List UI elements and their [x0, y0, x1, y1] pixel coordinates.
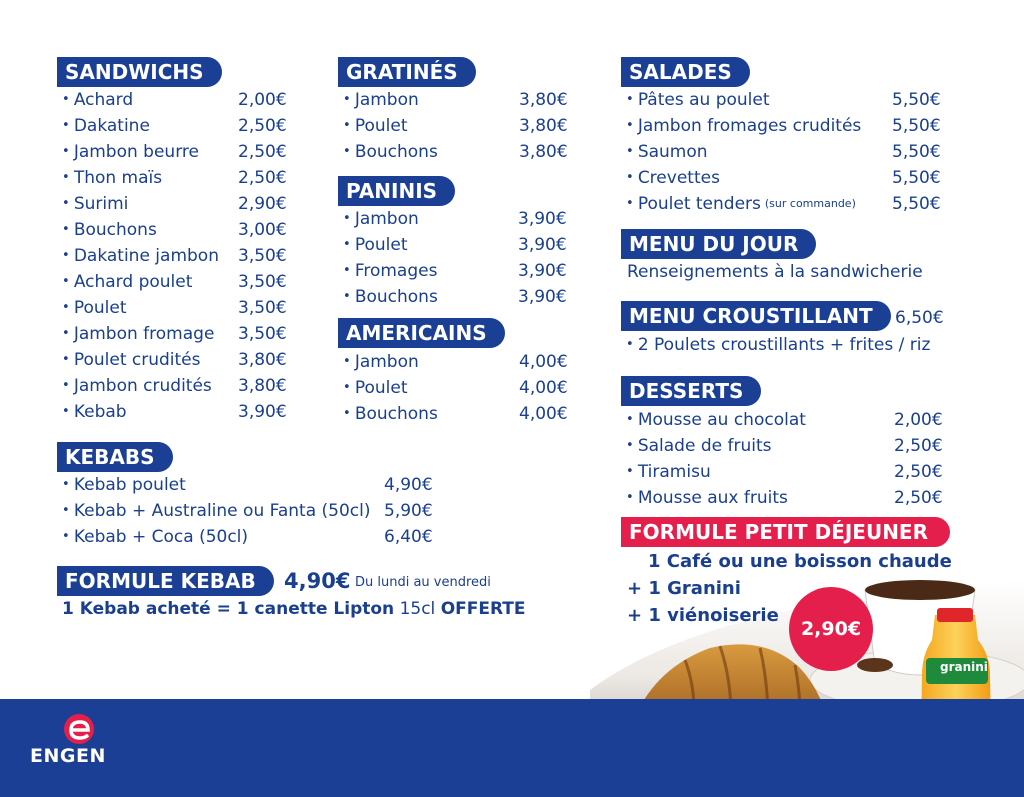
item-name: • Bouchons: [62, 217, 157, 243]
item-name: • Mousse au chocolat: [626, 407, 806, 433]
item-name: • Surimi: [62, 191, 128, 217]
list-item: [343, 232, 583, 258]
list-item: [62, 347, 302, 373]
item-name: • Tiramisu: [626, 459, 711, 485]
salades-heading: SALADES: [621, 57, 750, 87]
item-price: 3,80€: [519, 142, 568, 162]
item-name: • Jambon fromage: [62, 321, 214, 347]
list-item: [62, 217, 302, 243]
item-price: 2,50€: [238, 142, 287, 162]
list-item: [62, 165, 302, 191]
list-item: [62, 498, 452, 524]
petit-dej-price-badge: 2,90€: [789, 587, 873, 671]
item-price: 2,50€: [894, 436, 943, 456]
item-price: 3,50€: [238, 246, 287, 266]
list-item: [626, 191, 956, 217]
list-item: [343, 375, 583, 401]
bottle-label-text: granini: [940, 660, 988, 674]
list-item: [62, 321, 302, 347]
item-name: • Jambon fromages crudités: [626, 113, 861, 139]
list-item: [343, 401, 583, 427]
item-price: 2,00€: [894, 410, 943, 430]
kebabs-heading: KEBABS: [57, 442, 173, 472]
item-name: • Bouchons: [343, 284, 438, 310]
menu-du-jour-text: Renseignements à la sandwicherie: [627, 262, 923, 282]
item-price: 2,00€: [238, 90, 287, 110]
item-name: • Achard: [62, 87, 133, 113]
item-note: (sur commande): [764, 197, 856, 210]
item-price: 3,50€: [238, 272, 287, 292]
petit-dej-line-1: 1 Café ou une boisson chaude: [648, 551, 952, 572]
item-price: 4,00€: [519, 404, 568, 424]
item-price: 4,90€: [384, 475, 433, 495]
item-price: 2,50€: [238, 116, 287, 136]
item-price: 5,50€: [892, 168, 941, 188]
item-price: 3,90€: [518, 235, 567, 255]
item-name: • Jambon: [343, 87, 419, 113]
list-item: [626, 485, 956, 511]
item-price: 3,80€: [519, 90, 568, 110]
bottle-cap: [937, 608, 973, 622]
item-price: 2,50€: [894, 488, 943, 508]
list-item: [343, 87, 583, 113]
item-name: • Thon maïs: [62, 165, 162, 191]
item-price: 3,50€: [238, 298, 287, 318]
item-price: 3,90€: [238, 402, 287, 422]
item-name: • Poulet tenders: [626, 191, 761, 217]
list-item: [343, 206, 583, 232]
item-name: • Fromages: [343, 258, 437, 284]
item-price: 3,00€: [238, 220, 287, 240]
formule-petit-dejeuner-heading: FORMULE PETIT DÉJEUNER: [621, 517, 950, 547]
petit-dej-line-2: + 1 Granini: [627, 578, 741, 599]
item-price: 4,00€: [519, 352, 568, 372]
item-name: • Salade de fruits: [626, 433, 771, 459]
list-item: [62, 295, 302, 321]
item-name: • Poulet: [343, 232, 407, 258]
formule-kebab-offer: [62, 599, 526, 619]
item-name: • Poulet: [343, 375, 407, 401]
list-item: [62, 472, 452, 498]
list-item: [62, 269, 302, 295]
item-name: • Poulet crudités: [62, 347, 201, 373]
formule-kebab-days: Du lundi au vendredi: [355, 575, 491, 590]
list-item: [62, 87, 302, 113]
kebabs-list: [62, 472, 452, 550]
desserts-heading: DESSERTS: [621, 376, 761, 406]
footer-band: [0, 699, 1024, 797]
list-item: [626, 139, 956, 165]
menu-croustillant-list: [626, 332, 956, 358]
item-name: • Kebab + Coca (50cl): [62, 524, 248, 550]
offer-text-2: OFFERTE: [440, 599, 526, 619]
list-item: [343, 139, 583, 165]
item-price: 5,50€: [892, 194, 941, 214]
list-item: [626, 113, 956, 139]
list-item: [62, 399, 302, 425]
offer-text-1: 1 Kebab acheté = 1 canette Lipton: [62, 599, 395, 619]
item-price: 3,80€: [238, 350, 287, 370]
item-price: 2,50€: [894, 462, 943, 482]
offer-size: 15cl: [399, 599, 436, 619]
item-name: • Bouchons: [343, 139, 438, 165]
item-price: 3,90€: [518, 261, 567, 281]
item-name: • Kebab: [62, 399, 127, 425]
item-price: 5,90€: [384, 501, 433, 521]
list-item: [343, 349, 583, 375]
item-name: • Pâtes au poulet: [626, 87, 770, 113]
item-name: • Jambon: [343, 206, 419, 232]
item-name: • Poulet: [62, 295, 126, 321]
list-item: [626, 459, 956, 485]
list-item: [62, 113, 302, 139]
item-name: • Dakatine jambon: [62, 243, 219, 269]
list-item: [626, 332, 956, 358]
list-item: [343, 113, 583, 139]
engen-logo-text: ENGEN: [30, 745, 106, 767]
biscuit: [857, 658, 893, 672]
item-price: 5,50€: [892, 116, 941, 136]
americains-heading: AMERICAINS: [338, 318, 505, 348]
sandwichs-heading: SANDWICHS: [57, 57, 222, 87]
salades-list: [626, 87, 956, 217]
item-name: • Bouchons: [343, 401, 438, 427]
paninis-heading: PANINIS: [338, 176, 455, 206]
item-name: • Saumon: [626, 139, 708, 165]
item-price: 2,50€: [238, 168, 287, 188]
list-item: [62, 243, 302, 269]
item-name: • Mousse aux fruits: [626, 485, 788, 511]
item-price: 3,90€: [518, 287, 567, 307]
list-item: [62, 524, 452, 550]
item-price: 3,90€: [518, 209, 567, 229]
petit-dej-line-3: + 1 viénoiserie: [627, 605, 779, 626]
gratines-list: [343, 87, 583, 165]
menu-croustillant-heading: MENU CROUSTILLANT: [621, 301, 891, 331]
menu-du-jour-heading: MENU DU JOUR: [621, 229, 816, 259]
list-item: [626, 433, 956, 459]
sandwichs-list: [62, 87, 302, 425]
item-price: 2,90€: [238, 194, 287, 214]
list-item: [626, 165, 956, 191]
item-name: • Dakatine: [62, 113, 150, 139]
list-item: [626, 87, 956, 113]
item-price: 3,80€: [238, 376, 287, 396]
item-name: • Kebab + Australine ou Fanta (50cl): [62, 498, 370, 524]
list-item: [343, 284, 583, 310]
item-name: • Achard poulet: [62, 269, 192, 295]
list-item: [626, 407, 956, 433]
item-name: • 2 Poulets croustillants + frites / riz: [626, 332, 930, 358]
gratines-heading: GRATINÉS: [338, 57, 476, 87]
list-item: [62, 373, 302, 399]
item-name: • Jambon beurre: [62, 139, 199, 165]
item-price: 3,50€: [238, 324, 287, 344]
item-price: 3,80€: [519, 116, 568, 136]
desserts-list: [626, 407, 956, 511]
item-name: • Jambon crudités: [62, 373, 212, 399]
formule-kebab-heading: FORMULE KEBAB: [57, 566, 274, 596]
list-item: [62, 139, 302, 165]
item-name: • Crevettes: [626, 165, 720, 191]
item-name: • Jambon: [343, 349, 419, 375]
cup-rim: [865, 580, 975, 600]
item-price: 5,50€: [892, 142, 941, 162]
item-price: 5,50€: [892, 90, 941, 110]
list-item: [62, 191, 302, 217]
item-name: • Poulet: [343, 113, 407, 139]
item-price: 4,00€: [519, 378, 568, 398]
formule-kebab-price: 4,90€: [284, 569, 351, 593]
paninis-list: [343, 206, 583, 310]
item-price: 6,40€: [384, 527, 433, 547]
list-item: [343, 258, 583, 284]
menu-croustillant-price: 6,50€: [895, 308, 944, 328]
americains-list: [343, 349, 583, 427]
item-name: • Kebab poulet: [62, 472, 186, 498]
